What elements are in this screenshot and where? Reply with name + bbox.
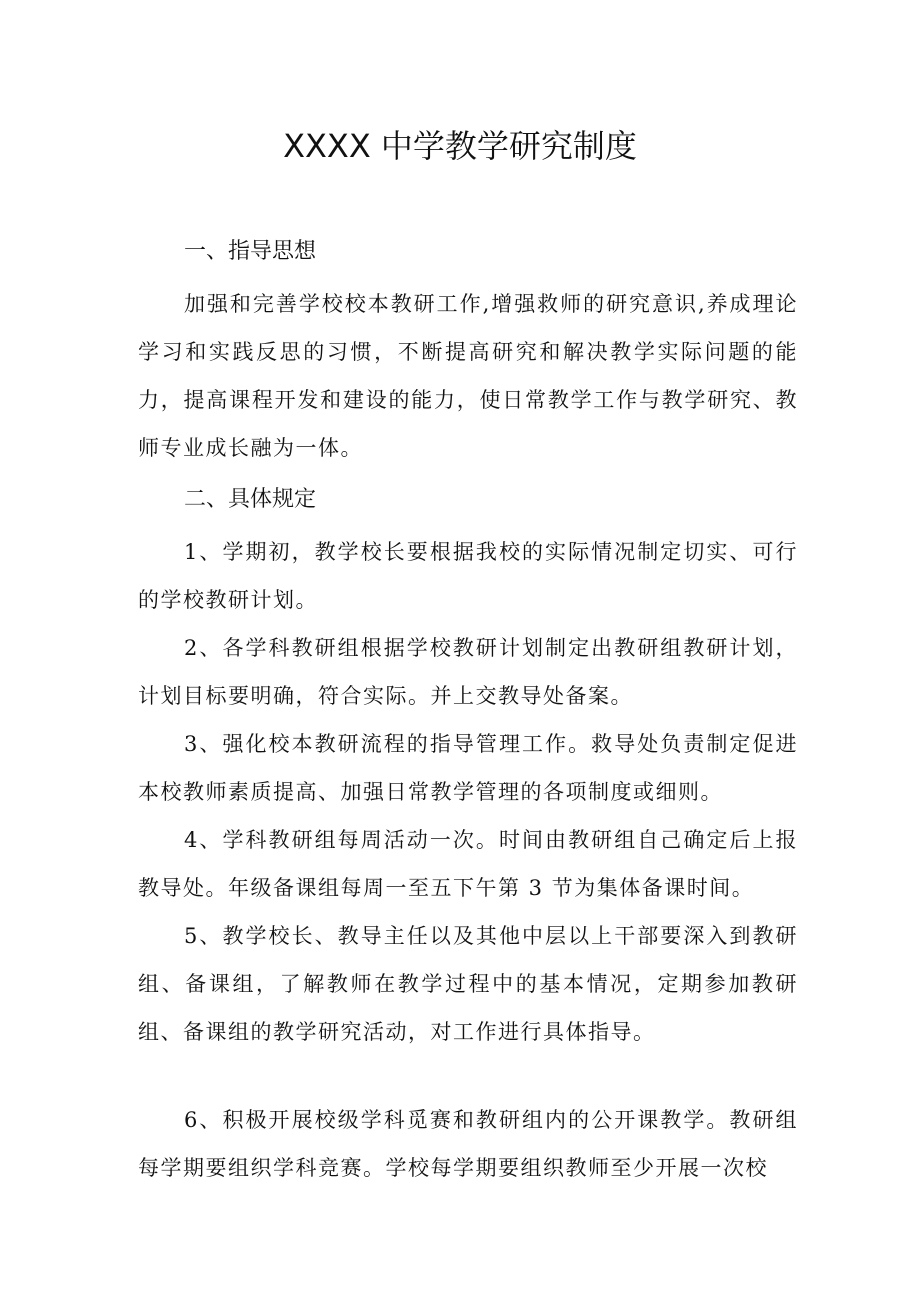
document-body: [138, 228, 798, 1192]
paragraph-guiding-ideology: 加强和完善学校校本教研工作,增强救师的研究意识,养成理论学习和实践反思的习惯，不断提高研究和解决教学实际问题的能力，提高课程开发和建设的能力，使日常教学工作与教学研究、教师专业成长融为一体。: [138, 292, 798, 460]
section-heading-specific-rules: 二、具体规定: [184, 487, 317, 512]
rule-item-5: 5、教学校长、教导主任以及其他中层以上干部要深入到教研组、备课组，了解教师在教学过程中的基本情况，定期参加教研组、备课组的教学研究活动，对工作进行具体指导。: [138, 924, 798, 1044]
section-heading-guiding-ideology: 一、指导思想: [184, 239, 317, 264]
page-title: XXXX 中学教学研究制度: [283, 127, 637, 165]
rule-item-2: 2、各学科教研组根据学校教研计划制定出教研组教研计划，计划目标要明确，符合实际。并上交教导处备案。: [138, 636, 798, 708]
rule-item-4: 4、学科教研组每周活动一次。时间由教研组自己确定后上报教导处。年级备课组每周一至五下午第 3 节为集体备课时间。: [138, 828, 798, 900]
rule-item-3: 3、强化校本教研流程的指导管理工作。救导处负责制定促进本校教师素质提高、加强日常教学管理的各项制度或细则。: [138, 732, 798, 804]
rule-item-6: 6、积极开展校级学科觅赛和教研组内的公开课教学。教研组每学期要组织学科竞赛。学校每学期要组织教师至少开展一次校: [138, 1108, 798, 1180]
rule-item-1: 1、学期初，教学校长要根据我校的实际情况制定切实、可行的学校教研计划。: [138, 540, 798, 612]
